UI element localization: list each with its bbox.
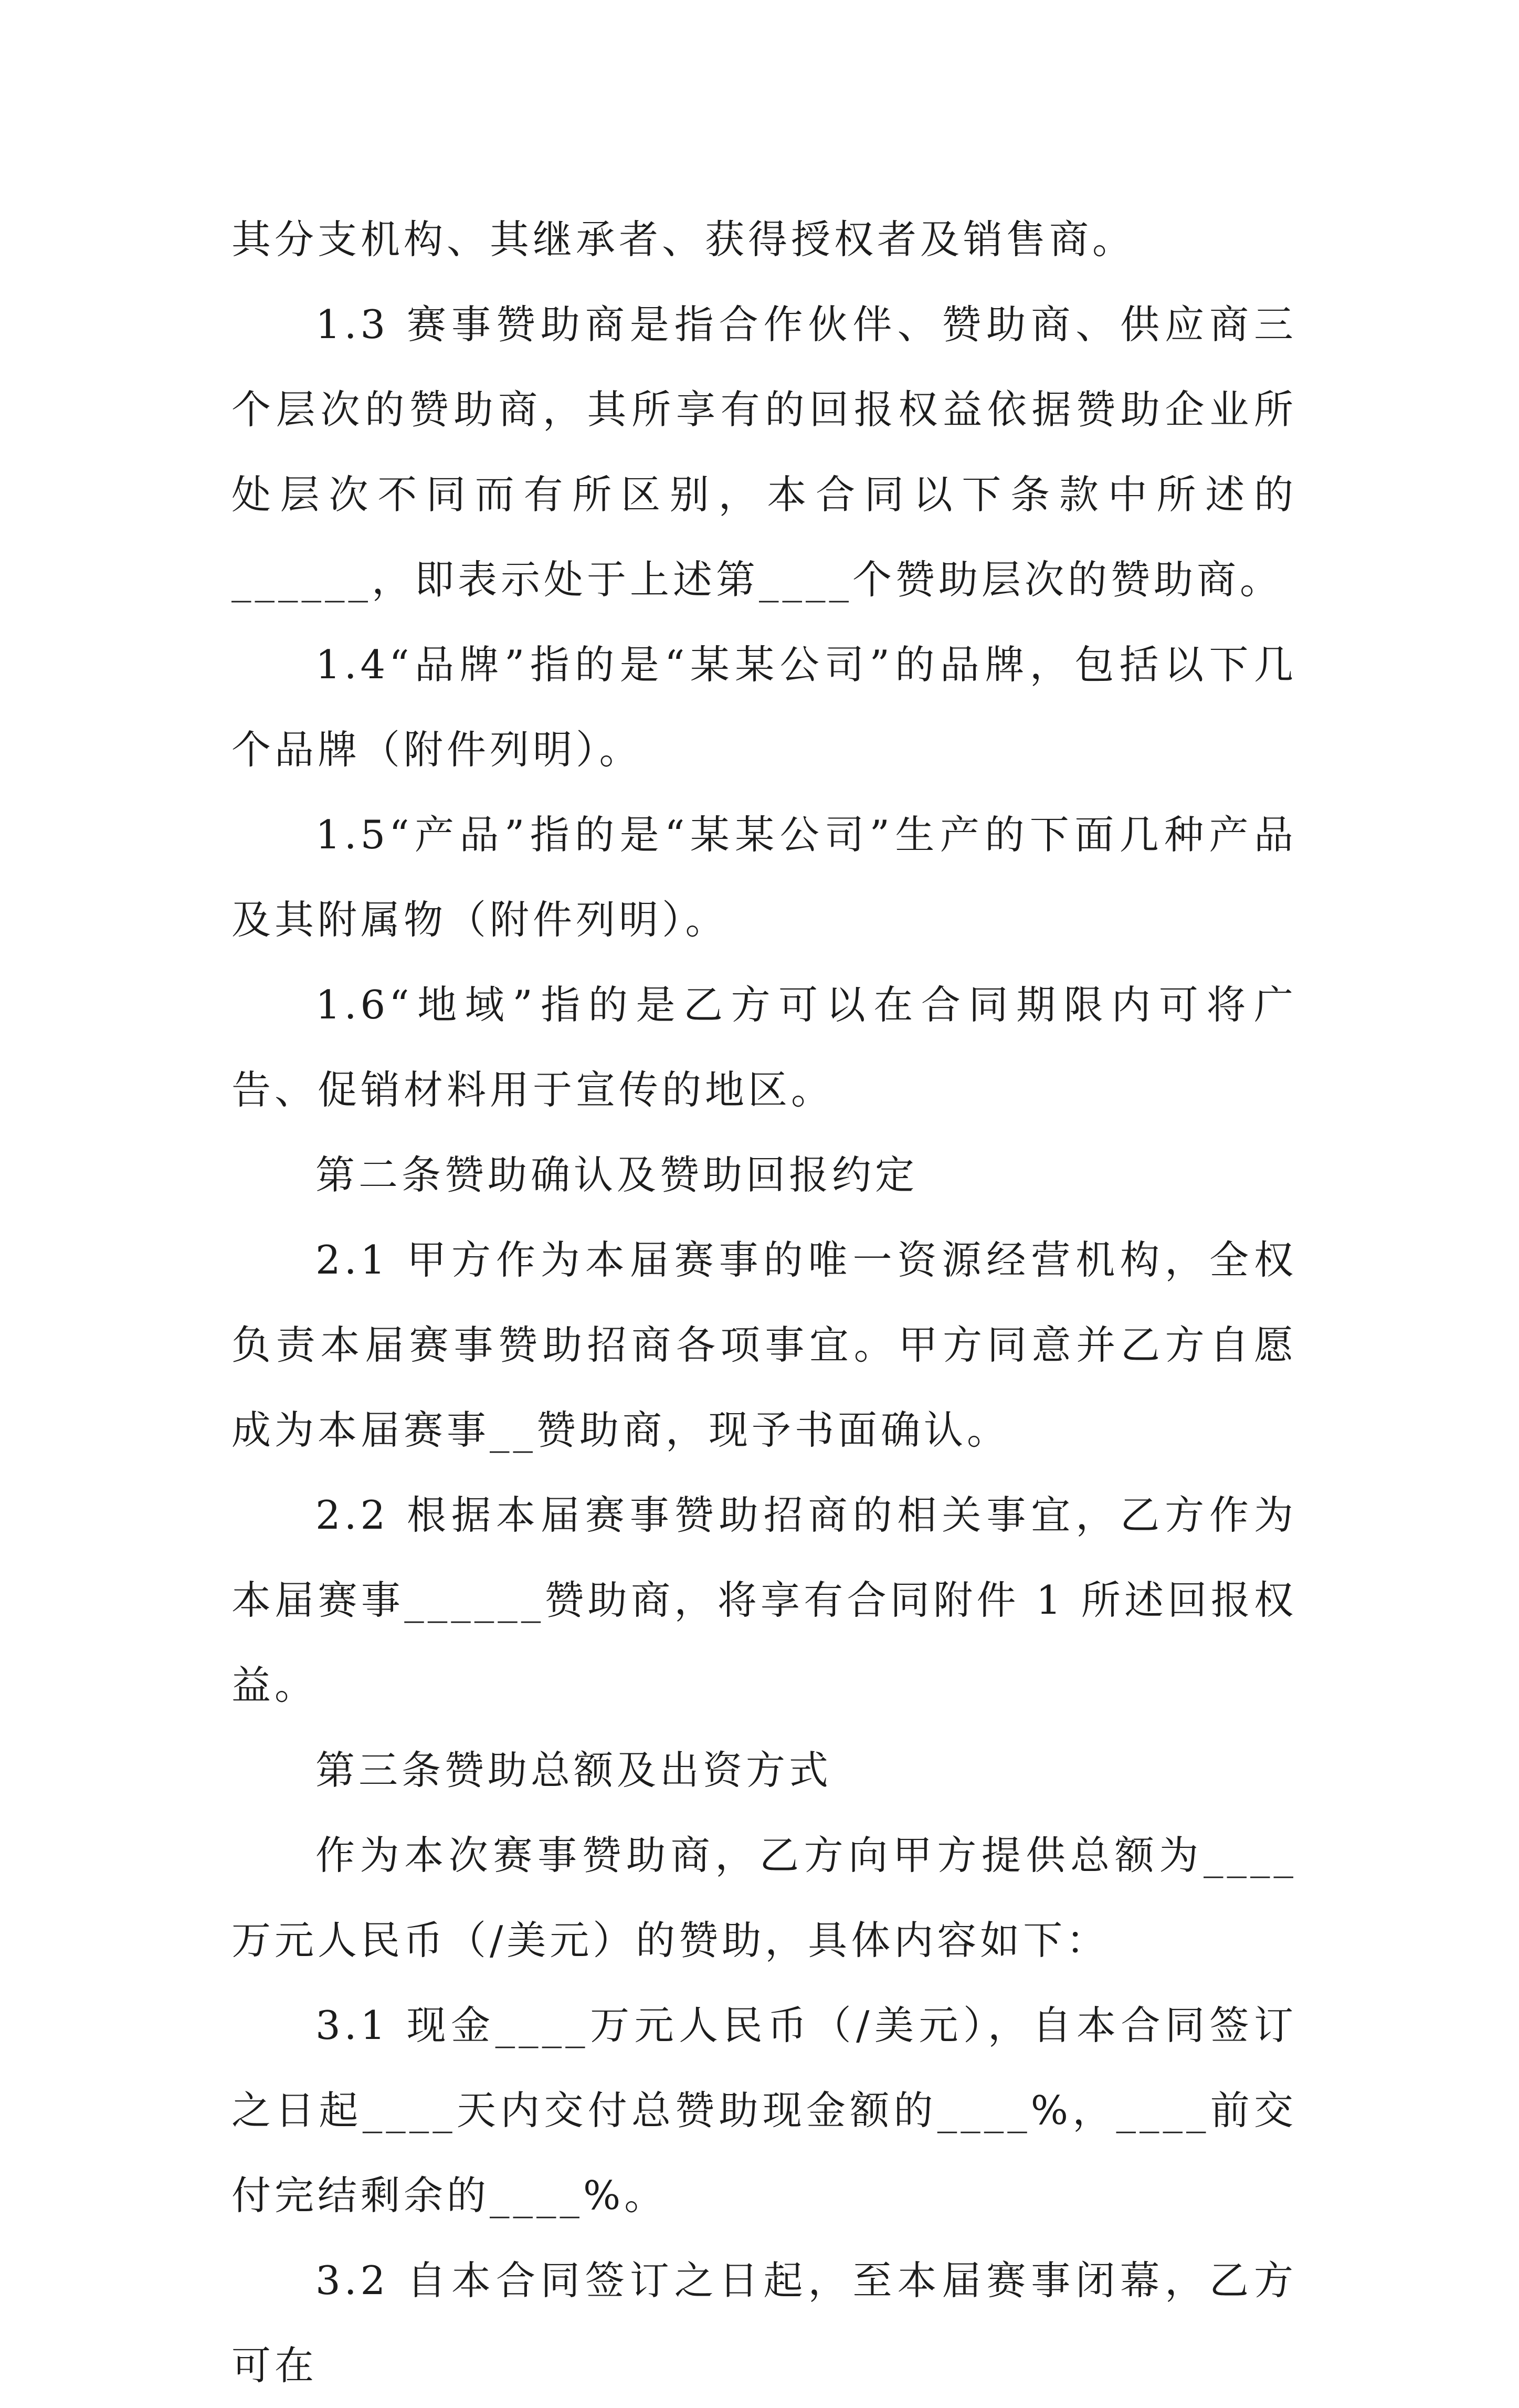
document-body [231,197,1297,2408]
paragraph-clause-1-3: 1.3 赛事赞助商是指合作伙伴、赞助商、供应商三个层次的赞助商，其所享有的回报权益依据赞助企业所处层次不同而有所区别，本合同以下条款中所述的______，即表示处于上述第____个赞助层次的赞助商。 [231,301,1297,603]
paragraph-article-3-intro: 作为本次赛事赞助商，乙方向甲方提供总额为____万元人民币（/美元）的赞助，具体内容如下： [231,1832,1297,1963]
section-heading-article-3: 第三条赞助总额及出资方式 [315,1747,832,1793]
paragraph: 其分支机构、其继承者、获得授权者及销售商。 [231,216,1136,262]
section-heading-article-2: 第二条赞助确认及赞助回报约定 [315,1152,919,1198]
paragraph-clause-1-6: 1.6“地域”指的是乙方可以在合同期限内可将广告、促销材料用于宣传的地区。 [231,982,1297,1113]
paragraph-clause-2-1: 2.1 甲方作为本届赛事的唯一资源经营机构，全权负责本届赛事赞助招商各项事宜。甲方同意并乙方自愿成为本届赛事__赞助商，现予书面确认。 [231,1237,1297,1453]
paragraph-clause-1-4: 1.4“品牌”指的是“某某公司”的品牌，包括以下几个品牌（附件列明）。 [231,642,1297,773]
paragraph-clause-1-5: 1.5“产品”指的是“某某公司”生产的下面几种产品及其附属物（附件列明）。 [231,812,1297,943]
paragraph-clause-3-1: 3.1 现金____万元人民币（/美元），自本合同签订之日起____天内交付总赞助现金额的____%，____前交付完结剩余的____%。 [231,2002,1297,2218]
paragraph-clause-3-2: 3.2 自本合同签订之日起，至本届赛事闭幕，乙方可在 [231,2257,1297,2389]
paragraph-clause-2-2: 2.2 根据本届赛事赞助招商的相关事宜，乙方作为本届赛事______赞助商，将享有合同附件 1 所述回报权益。 [231,1492,1297,1708]
